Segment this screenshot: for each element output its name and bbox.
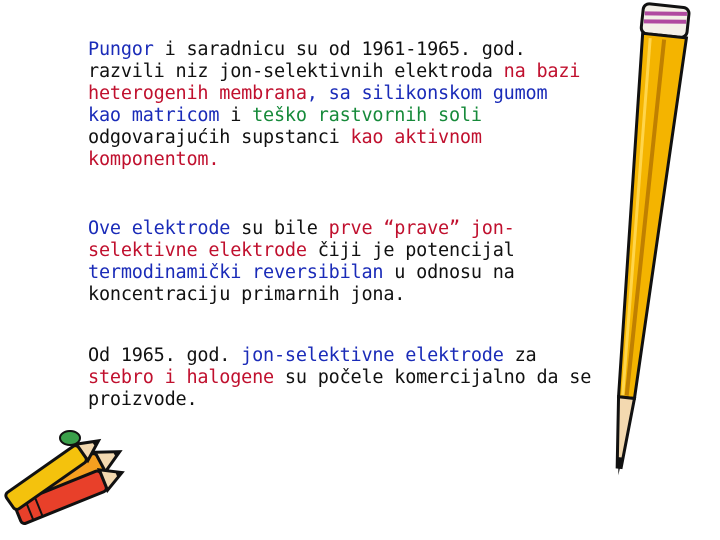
text-line (88, 345, 591, 367)
text-segment: Od 1965. god. (88, 345, 242, 366)
text-segment: stebro i halogene (88, 367, 274, 388)
text-segment: i (219, 105, 253, 126)
text-line (88, 39, 580, 61)
text-segment: odgovarajućih supstanci (88, 127, 351, 148)
text-segment: teško rastvornih soli (252, 105, 482, 126)
text-segment: u odnosu na (383, 262, 515, 283)
text-segment: razvili niz jon-selektivnih elektroda (88, 61, 504, 82)
text-line (88, 284, 515, 306)
text-line (88, 127, 580, 149)
text-segment: kao aktivnom (350, 127, 482, 148)
text-segment: i saradnicu su od 1961-1965. god. (153, 39, 526, 60)
text-line (88, 367, 591, 389)
text-line (88, 262, 515, 284)
text-segment: su počele komercijalno da se (273, 367, 592, 388)
text-line (88, 83, 580, 105)
text-segment: su bile (230, 218, 329, 239)
pencil-icon (596, 0, 720, 540)
text-segment: za (503, 345, 537, 366)
text-segment: jon-selektivne elektrode (241, 345, 504, 366)
text-segment: prve “prave” jon- (328, 218, 515, 239)
text-segment: čiji je potencijal (306, 240, 515, 261)
text-segment: , sa silikonskom gumom (306, 83, 548, 104)
text-segment: komponentom. (88, 149, 220, 170)
text-segment: na bazi (503, 61, 581, 82)
text-line (88, 149, 580, 171)
text-line (88, 61, 580, 83)
text-segment: Pungor (88, 39, 154, 60)
paragraph-3 (88, 345, 591, 411)
text-segment: Ove elektrode (88, 218, 231, 239)
text-segment: termodinamički reversibilan (88, 262, 384, 283)
text-segment: selektivne elektrode (88, 240, 307, 261)
text-line (88, 218, 515, 240)
paragraph-1 (88, 39, 580, 171)
text-line (88, 105, 580, 127)
text-segment: koncentraciju primarnih jona. (88, 284, 406, 305)
paragraph-2 (88, 218, 515, 306)
text-segment: kao matricom (88, 105, 220, 126)
crayons-icon (0, 420, 130, 540)
text-segment: heterogenih membrana (88, 83, 307, 104)
text-line (88, 389, 591, 411)
text-line (88, 240, 515, 262)
text-segment: proizvode. (88, 389, 198, 410)
